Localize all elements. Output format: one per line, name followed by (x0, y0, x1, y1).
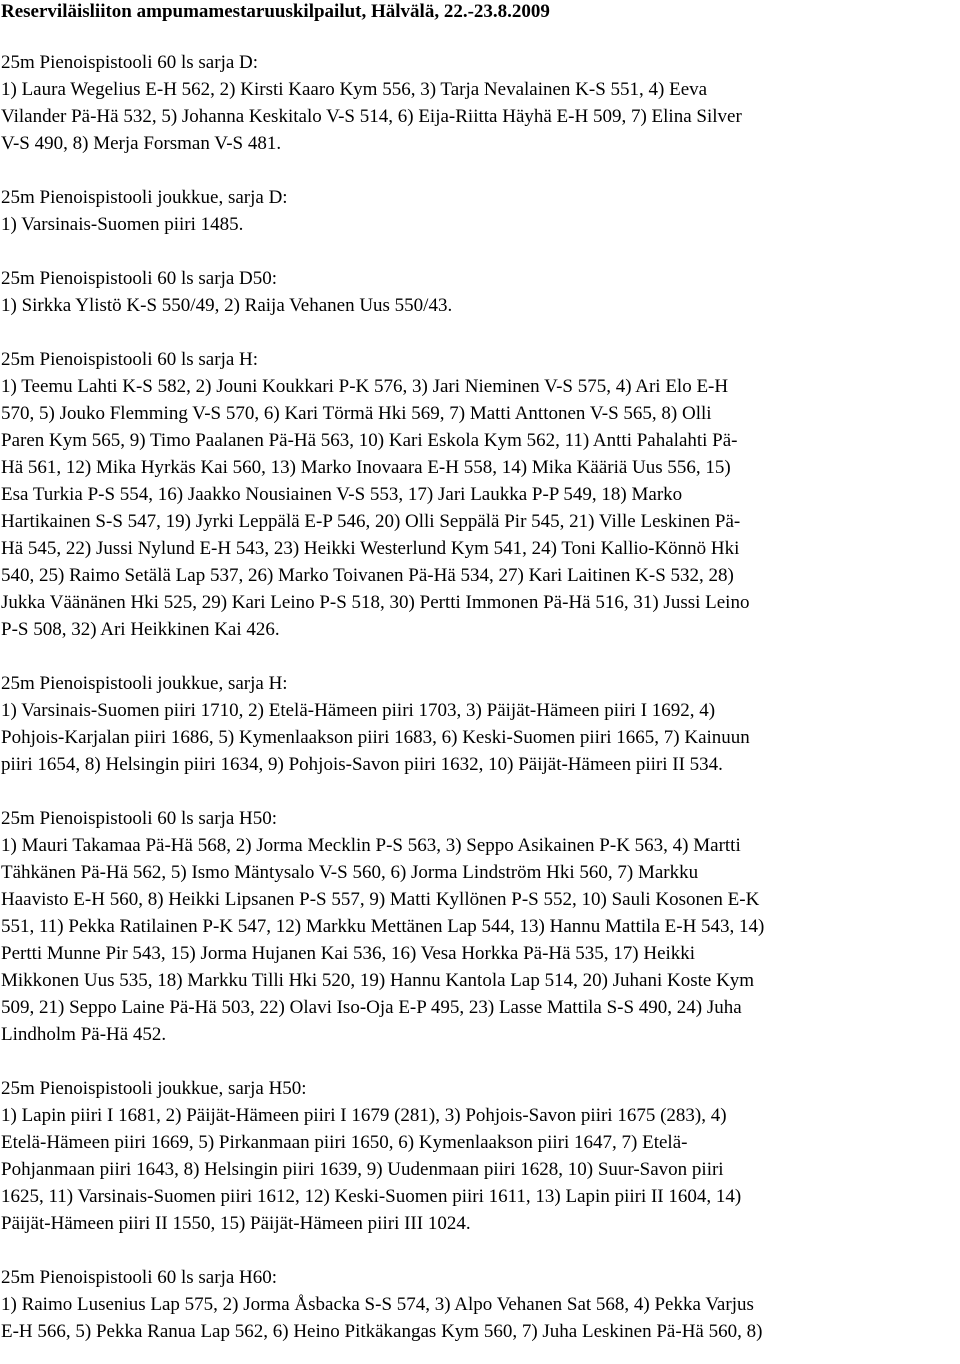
results-section (1, 1264, 960, 1345)
result-line: 1) Raimo Lusenius Lap 575, 2) Jorma Åsbacka S-S 574, 3) Alpo Vehanen Sat 568, 4) Pekka Varjus (1, 1294, 754, 1315)
document-title: Reserviläisliiton ampumamestaruuskilpailut, Hälvälä, 22.-23.8.2009 (1, 1, 550, 22)
result-line: Pohjois-Karjalan piiri 1686, 5) Kymenlaakson piiri 1683, 6) Keski-Suomen piiri 1665, 7) Kainuun (1, 727, 750, 748)
result-line: E-H 566, 5) Pekka Ranua Lap 562, 6) Heino Pitkäkangas Kym 560, 7) Juha Leskinen Pä-Hä 560, 8) (1, 1321, 763, 1342)
result-line: Paren Kym 565, 9) Timo Paalanen Pä-Hä 563, 10) Kari Eskola Kym 562, 11) Antti Pahalahti Pä- (1, 430, 738, 451)
result-line: 570, 5) Jouko Flemming V-S 570, 6) Kari Törmä Hki 569, 7) Matti Anttonen V-S 565, 8) Olli (1, 403, 712, 424)
section-heading: 25m Pienoispistooli 60 ls sarja H60: (1, 1267, 278, 1288)
result-line: Esa Turkia P-S 554, 16) Jaakko Nousiainen V-S 553, 17) Jari Laukka P-P 549, 18) Marko (1, 484, 683, 505)
result-line: 1) Mauri Takamaa Pä-Hä 568, 2) Jorma Mecklin P-S 563, 3) Seppo Asikainen P-K 563, 4) Martti (1, 835, 741, 856)
section-heading: 25m Pienoispistooli 60 ls sarja D: (1, 52, 259, 73)
result-line: Haavisto E-H 560, 8) Heikki Lipsanen P-S 557, 9) Matti Kyllönen P-S 552, 10) Sauli Kosonen E-K (1, 889, 760, 910)
result-line: 1) Sirkka Ylistö K-S 550/49, 2) Raija Vehanen Uus 550/43. (1, 295, 453, 316)
section-heading: 25m Pienoispistooli joukkue, sarja D: (1, 187, 288, 208)
result-line: Pohjanmaan piiri 1643, 8) Helsingin piiri 1639, 9) Uudenmaan piiri 1628, 10) Suur-Savon piiri (1, 1159, 724, 1180)
section-heading: 25m Pienoispistooli joukkue, sarja H: (1, 673, 288, 694)
result-line: 1) Varsinais-Suomen piiri 1710, 2) Etelä-Hämeen piiri 1703, 3) Päijät-Hämeen piiri I 1692, 4) (1, 700, 716, 721)
result-line: 1) Teemu Lahti K-S 582, 2) Jouni Koukkari P-K 576, 3) Jari Nieminen V-S 575, 4) Ari Elo E-H (1, 376, 729, 397)
result-line: Hä 561, 12) Mika Hyrkäs Kai 560, 13) Marko Inovaara E-H 558, 14) Mika Kääriä Uus 556, 15) (1, 457, 731, 478)
result-line: Etelä-Hämeen piiri 1669, 5) Pirkanmaan piiri 1650, 6) Kymenlaakson piiri 1647, 7) Etelä- (1, 1132, 688, 1153)
result-line: Tähkänen Pä-Hä 562, 5) Ismo Mäntysalo V-S 560, 6) Jorma Lindström Hki 560, 7) Markku (1, 862, 699, 883)
result-line: 509, 21) Seppo Laine Pä-Hä 503, 22) Olavi Iso-Oja E-P 495, 23) Lasse Mattila S-S 490, 24) Juha (1, 997, 742, 1018)
result-line: Päijät-Hämeen piiri II 1550, 15) Päijät-Hämeen piiri III 1024. (1, 1213, 471, 1234)
result-line: piiri 1654, 8) Helsingin piiri 1634, 9) Pohjois-Savon piiri 1632, 10) Päijät-Hämeen piiri II 534. (1, 754, 723, 775)
result-line: V-S 490, 8) Merja Forsman V-S 481. (1, 133, 282, 154)
results-sections (1, 49, 960, 1345)
result-line: 1) Varsinais-Suomen piiri 1485. (1, 214, 244, 235)
results-section (1, 265, 960, 319)
result-line: 1) Lapin piiri I 1681, 2) Päijät-Hämeen piiri I 1679 (281), 3) Pohjois-Savon piiri 1675 (283), 4) (1, 1105, 727, 1126)
result-line: Pertti Munne Pir 543, 15) Jorma Hujanen Kai 536, 16) Vesa Horkka Pä-Hä 535, 17) Heikki (1, 943, 696, 964)
section-heading: 25m Pienoispistooli 60 ls sarja D50: (1, 268, 278, 289)
section-heading: 25m Pienoispistooli 60 ls sarja H: (1, 349, 259, 370)
results-section (1, 49, 960, 157)
results-section (1, 1075, 960, 1237)
result-line: 551, 11) Pekka Ratilainen P-K 547, 12) Markku Mettänen Lap 544, 13) Hannu Mattila E-H 543, 14) (1, 916, 765, 937)
result-line: P-S 508, 32) Ari Heikkinen Kai 426. (1, 619, 280, 640)
results-section (1, 805, 960, 1048)
result-line: 1) Laura Wegelius E-H 562, 2) Kirsti Kaaro Kym 556, 3) Tarja Nevalainen K-S 551, 4) Eeva (1, 79, 708, 100)
result-line: Hä 545, 22) Jussi Nylund E-H 543, 23) Heikki Westerlund Kym 541, 24) Toni Kallio-Könnö Hki (1, 538, 740, 559)
result-line: 540, 25) Raimo Setälä Lap 537, 26) Marko Toivanen Pä-Hä 534, 27) Kari Laitinen K-S 532, 28) (1, 565, 734, 586)
results-section (1, 184, 960, 238)
result-line: Lindholm Pä-Hä 452. (1, 1024, 167, 1045)
results-section (1, 670, 960, 778)
result-line: Mikkonen Uus 535, 18) Markku Tilli Hki 520, 19) Hannu Kantola Lap 514, 20) Juhani Koste Kym (1, 970, 755, 991)
result-line: 1625, 11) Varsinais-Suomen piiri 1612, 12) Keski-Suomen piiri 1611, 13) Lapin piiri II 1604, 14) (1, 1186, 742, 1207)
section-heading: 25m Pienoispistooli 60 ls sarja H50: (1, 808, 278, 829)
result-line: Vilander Pä-Hä 532, 5) Johanna Keskitalo V-S 514, 6) Eija-Riitta Häyhä E-H 509, 7) Elina Silver (1, 106, 742, 127)
result-line: Jukka Väänänen Hki 525, 29) Kari Leino P-S 518, 30) Pertti Immonen Pä-Hä 516, 31) Jussi Leino (1, 592, 750, 613)
results-section (1, 346, 960, 643)
section-heading: 25m Pienoispistooli joukkue, sarja H50: (1, 1078, 307, 1099)
result-line: Hartikainen S-S 547, 19) Jyrki Leppälä E-P 546, 20) Olli Seppälä Pir 545, 21) Ville Leskinen Pä- (1, 511, 741, 532)
